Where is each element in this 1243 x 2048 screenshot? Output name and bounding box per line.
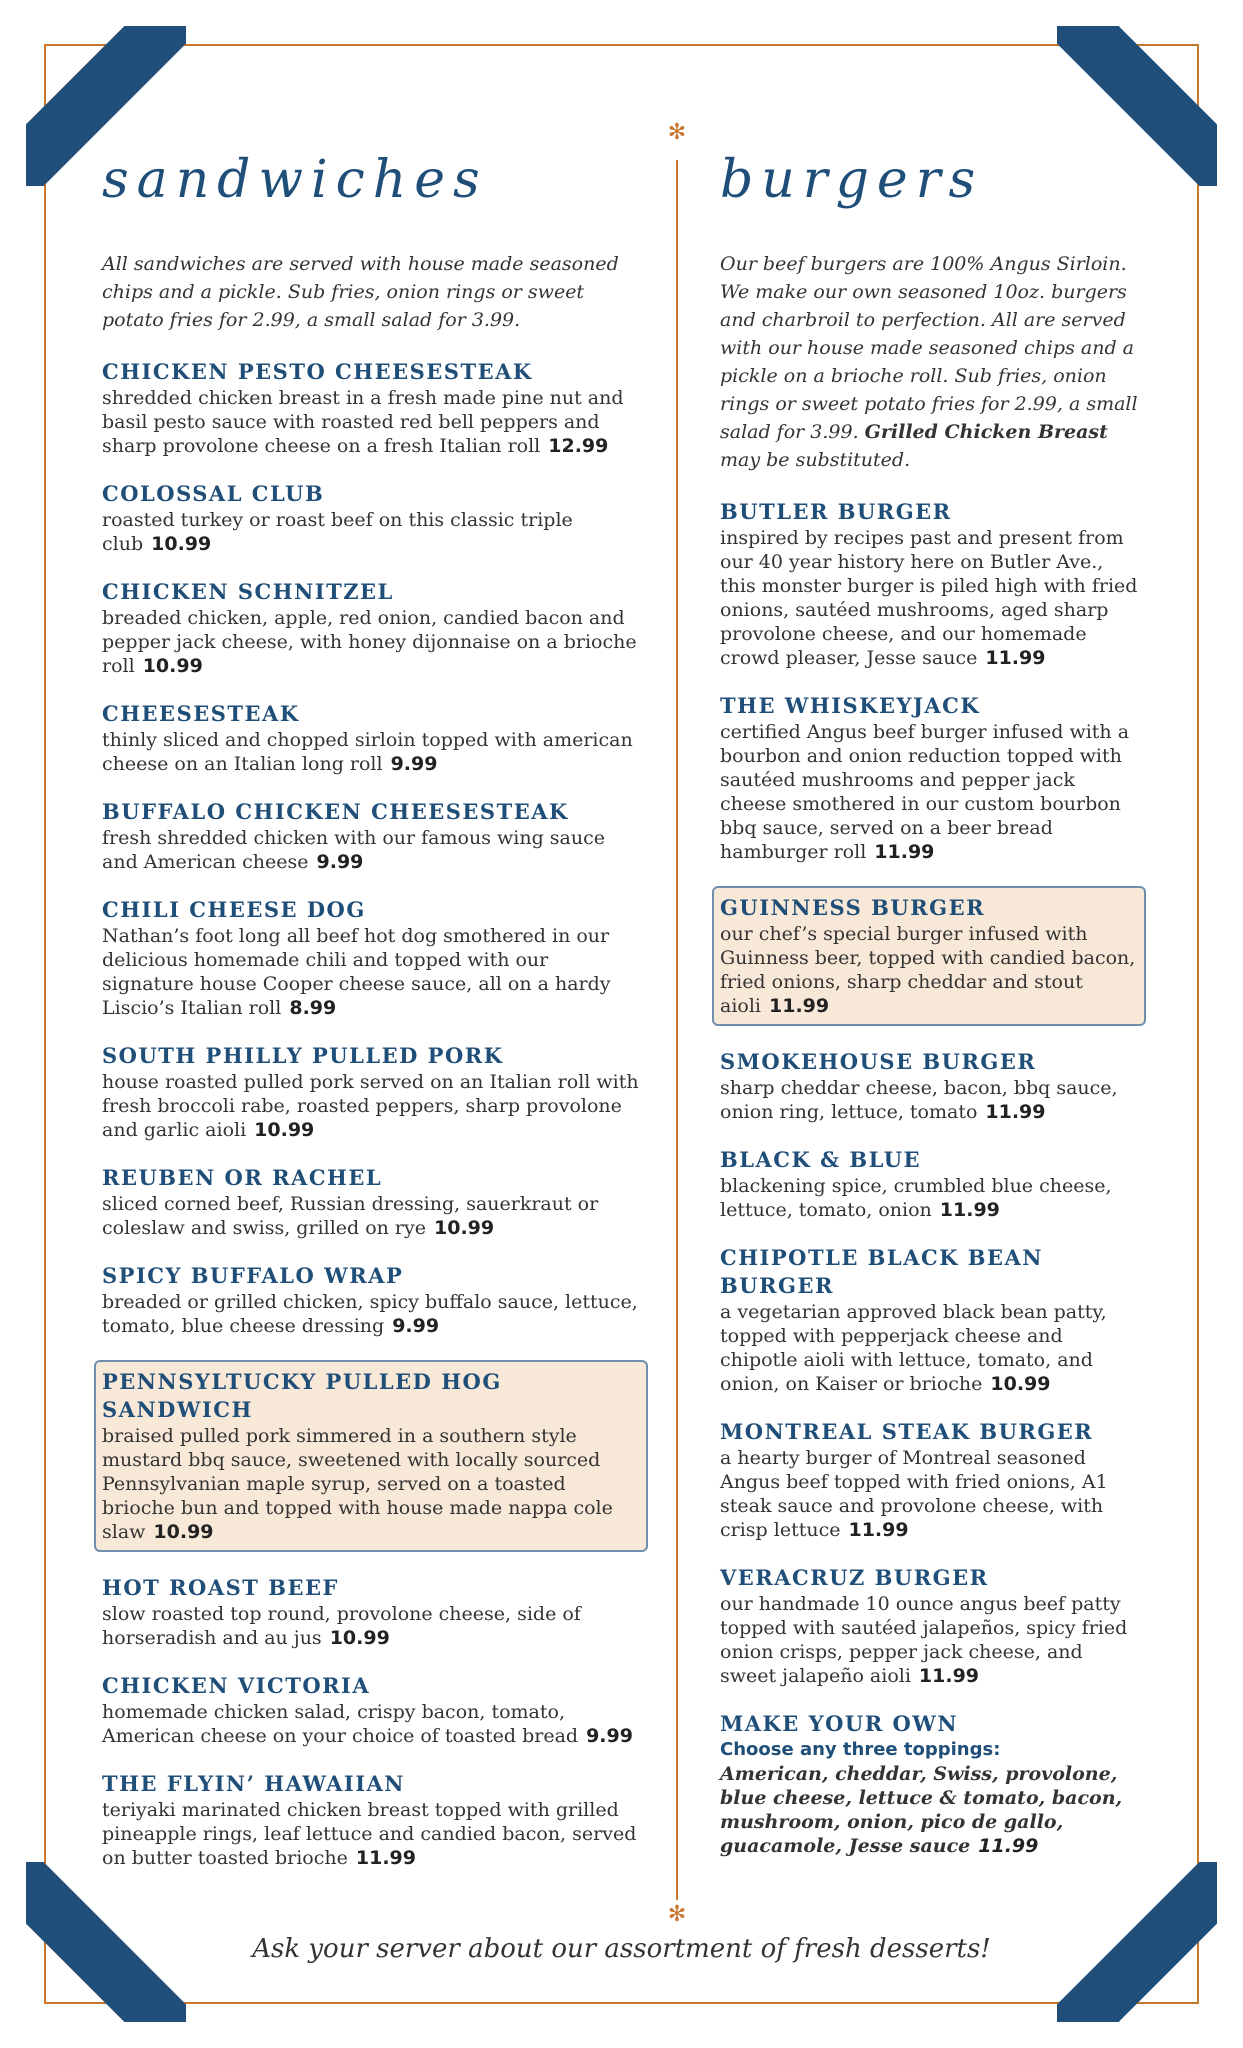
item-name: CHILI CHEESE DOG	[102, 897, 366, 922]
item-description	[102, 606, 642, 678]
item-description-text: sliced corned beef, Russian dressing, sauerkraut or coleslaw and swiss, grilled on rye	[102, 1193, 599, 1239]
item-description	[102, 1070, 642, 1142]
item-name: THE FLYIN’ HAWAIIAN	[102, 1771, 406, 1796]
item-name: BUTLER BURGER	[720, 499, 952, 524]
item-name: THE WHISKEYJACK	[720, 693, 981, 718]
burgers-title: burgers	[720, 150, 984, 210]
item-name: SOUTH PHILLY PULLED PORK	[102, 1043, 504, 1068]
item-description	[102, 1290, 642, 1338]
menu-item	[720, 692, 1140, 864]
menu-item	[102, 1770, 642, 1870]
item-description	[102, 1424, 640, 1544]
item-name: BLACK & BLUE	[720, 1147, 922, 1172]
burgers-intro-text: Our beef burgers are 100% Angus Sirloin. We make our own seasoned 10oz. burgers and charbroil to perfection. All are served with our house made seasoned chips and a pickle on a brioche roll. Sub fries, onion rings or sweet potato fries for 2.99, a small salad for 3.99.	[720, 253, 1138, 443]
item-name: REUBEN OR RACHEL	[102, 1165, 383, 1190]
menu-item	[102, 700, 642, 776]
menu-item	[102, 1574, 642, 1650]
make-your-own-toppings	[720, 1762, 1140, 1858]
menu-item	[102, 1262, 642, 1338]
menu-item	[102, 578, 642, 678]
item-description	[720, 1076, 1140, 1124]
item-name: BUFFALO CHICKEN CHEESESTEAK	[102, 799, 569, 824]
item-description	[720, 1300, 1140, 1396]
item-description	[102, 386, 642, 458]
item-price: 11.99	[939, 1199, 1000, 1221]
item-description-text: thinly sliced and chopped sirloin topped with american cheese on an Italian long roll	[102, 729, 633, 775]
item-description-text: roasted turkey or roast beef on this classic triple club	[102, 509, 573, 555]
menu-item	[102, 480, 642, 556]
item-price: 10.99	[153, 1521, 214, 1543]
item-description-text: fresh shredded chicken with our famous wing sauce and American cheese	[102, 827, 605, 873]
item-name: GUINNESS BURGER	[720, 895, 986, 920]
item-price: 11.99	[874, 841, 935, 863]
item-price: 9.99	[316, 851, 364, 873]
item-description	[720, 526, 1140, 670]
item-price: 9.99	[586, 1725, 633, 1747]
menu-item	[102, 1164, 642, 1240]
sandwiches-intro: All sandwiches are served with house made seasoned chips and a pickle. Sub fries, onion rings or sweet potato fries for 2.99, a small salad for 3.99.	[102, 253, 619, 331]
item-description	[102, 508, 642, 556]
item-description-text: homemade chicken salad, crispy bacon, tomato, American cheese on your choice of toasted bread	[102, 1701, 579, 1747]
item-description	[720, 1592, 1140, 1688]
item-price: 10.99	[434, 1217, 495, 1239]
item-description-text: breaded or grilled chicken, spicy buffalo sauce, lettuce, tomato, blue cheese dressing	[102, 1291, 638, 1337]
item-price: 10.99	[329, 1627, 390, 1649]
item-description	[720, 1174, 1140, 1222]
item-description	[102, 1700, 642, 1748]
menu-item	[102, 358, 642, 458]
item-description	[102, 1602, 642, 1650]
menu-item	[720, 1418, 1140, 1542]
item-description-text: inspired by recipes past and present from our 40 year history here on Butler Ave., this monster burger is piled high with fried onions, sautéed mushrooms, aged sharp provolone cheese, and our homemade crowd pleaser, Jesse sauce	[720, 527, 1138, 669]
item-price: 11.99	[985, 647, 1046, 669]
item-description	[102, 826, 642, 874]
item-name: MONTREAL STEAK BURGER	[720, 1419, 1094, 1444]
item-name: CHICKEN PESTO CHEESESTEAK	[102, 359, 533, 384]
item-description-text: shredded chicken breast in a fresh made pine nut and basil pesto sauce with roasted red bell peppers and sharp provolone cheese on a fresh Italian roll	[102, 387, 624, 457]
item-description-text: sharp cheddar cheese, bacon, bbq sauce, onion ring, lettuce, tomato	[720, 1077, 1118, 1123]
menu-item	[102, 1042, 642, 1142]
burgers-intro	[720, 250, 1140, 474]
item-description-text: certified Angus beef burger infused with a bourbon and onion reduction topped with sautéed mushrooms and pepper jack cheese smothered in our custom bourbon bbq sauce, served on a beer bread hamburger roll	[720, 721, 1130, 863]
burgers-intro-tail: may be substituted.	[720, 449, 911, 471]
sandwiches-title: sandwiches	[102, 150, 488, 210]
menu-item	[720, 1564, 1140, 1688]
item-description	[102, 1192, 642, 1240]
item-description	[102, 1798, 642, 1870]
item-description	[720, 922, 1138, 1018]
item-description-text: braised pulled pork simmered in a southern style mustard bbq sauce, sweetened with locally sourced Pennsylvanian maple syrup, served on a toasted brioche bun and topped with house made nappa cole slaw	[102, 1425, 613, 1543]
item-price: 10.99	[254, 1119, 315, 1141]
item-description-text: breaded chicken, apple, red onion, candied bacon and pepper jack cheese, with honey dijonnaise on a brioche roll	[102, 607, 637, 677]
featured-menu-item	[712, 886, 1146, 1026]
item-name: VERACRUZ BURGER	[720, 1565, 989, 1590]
make-your-own-subtitle: Choose any three toppings:	[720, 1739, 1001, 1760]
item-price: 11.99	[978, 1835, 1039, 1857]
sandwiches-column	[102, 150, 642, 1892]
item-price: 12.99	[548, 435, 609, 457]
item-name: MAKE YOUR OWN	[720, 1711, 959, 1736]
menu-item	[720, 1146, 1140, 1222]
item-name: CHIPOTLE BLACK BEAN BURGER	[720, 1245, 1044, 1298]
item-name: PENNSYLTUCKY PULLED HOG SANDWICH	[102, 1369, 502, 1422]
menu-item	[102, 1672, 642, 1748]
item-price: 11.99	[355, 1847, 416, 1869]
item-description	[720, 1446, 1140, 1542]
menu-item	[720, 498, 1140, 670]
item-name: COLOSSAL CLUB	[102, 481, 325, 506]
ornament-bottom-icon: ✻	[667, 1902, 687, 1927]
burgers-column	[720, 150, 1140, 1880]
item-name: SMOKEHOUSE BURGER	[720, 1049, 1037, 1074]
item-price: 11.99	[848, 1519, 909, 1541]
item-description-text: a hearty burger of Montreal seasoned Angus beef topped with fried onions, A1 steak sauce and provolone cheese, with crisp lettuce	[720, 1447, 1108, 1541]
footer-note: Ask your server about our assortment of fresh desserts!	[252, 1934, 991, 1964]
menu-item	[102, 798, 642, 874]
item-description-text: our chef’s special burger infused with Guinness beer, topped with candied bacon, fried onions, sharp cheddar and stout aioli	[720, 923, 1136, 1017]
item-price: 10.99	[151, 533, 212, 555]
make-your-own-item	[720, 1710, 1140, 1858]
sandwiches-list	[102, 358, 642, 1870]
item-price: 10.99	[990, 1373, 1051, 1395]
item-price: 10.99	[142, 655, 203, 677]
menu-item	[720, 1244, 1140, 1396]
ornament-top-icon: ✻	[667, 120, 687, 145]
item-price: 9.99	[390, 753, 438, 775]
item-description-text: teriyaki marinated chicken breast topped with grilled pineapple rings, leaf lettuce and candied bacon, served on butter toasted brioche	[102, 1799, 637, 1869]
burgers-intro-bold: Grilled Chicken Breast	[864, 421, 1108, 443]
item-description	[720, 720, 1140, 864]
item-price: 11.99	[918, 1665, 980, 1687]
item-price: 11.99	[985, 1101, 1046, 1123]
item-name: CHICKEN SCHNITZEL	[102, 579, 394, 604]
item-price: 8.99	[289, 997, 337, 1019]
menu-item	[102, 896, 642, 1020]
item-description-text: our handmade 10 ounce angus beef patty topped with sautéed jalapeños, spicy fried onion crisps, pepper jack cheese, and sweet jalapeño aioli	[720, 1593, 1128, 1687]
column-divider	[676, 160, 678, 1900]
item-price: 11.99	[769, 995, 830, 1017]
item-description-text: blackening spice, crumbled blue cheese, lettuce, tomato, onion	[720, 1175, 1112, 1221]
item-name: CHICKEN VICTORIA	[102, 1673, 371, 1698]
burgers-list	[720, 498, 1140, 1688]
menu-item	[720, 1048, 1140, 1124]
item-price: 9.99	[392, 1315, 440, 1337]
item-name: SPICY BUFFALO WRAP	[102, 1263, 404, 1288]
item-description-text: Nathan’s foot long all beef hot dog smothered in our delicious homemade chili and topped with our signature house Cooper cheese sauce, all on a hardy Liscio’s Italian roll	[102, 925, 611, 1019]
featured-menu-item	[94, 1360, 648, 1552]
item-description-text: slow roasted top round, provolone cheese, side of horseradish and au jus	[102, 1603, 581, 1649]
item-description	[102, 728, 642, 776]
item-name: HOT ROAST BEEF	[102, 1575, 339, 1600]
item-description-text: a vegetarian approved black bean patty, topped with pepperjack cheese and chipotle aioli with lettuce, tomato, and onion, on Kaiser or brioche	[720, 1301, 1107, 1395]
item-description-text: house roasted pulled pork served on an Italian roll with fresh broccoli rabe, roasted peppers, sharp provolone and garlic aioli	[102, 1071, 639, 1141]
toppings-text: American, cheddar, Swiss, provolone, blue cheese, lettuce & tomato, bacon, mushroom, onion, pico de gallo, guacamole, Jesse sauce	[720, 1763, 1123, 1857]
item-name: CHEESESTEAK	[102, 701, 300, 726]
item-description	[102, 924, 642, 1020]
